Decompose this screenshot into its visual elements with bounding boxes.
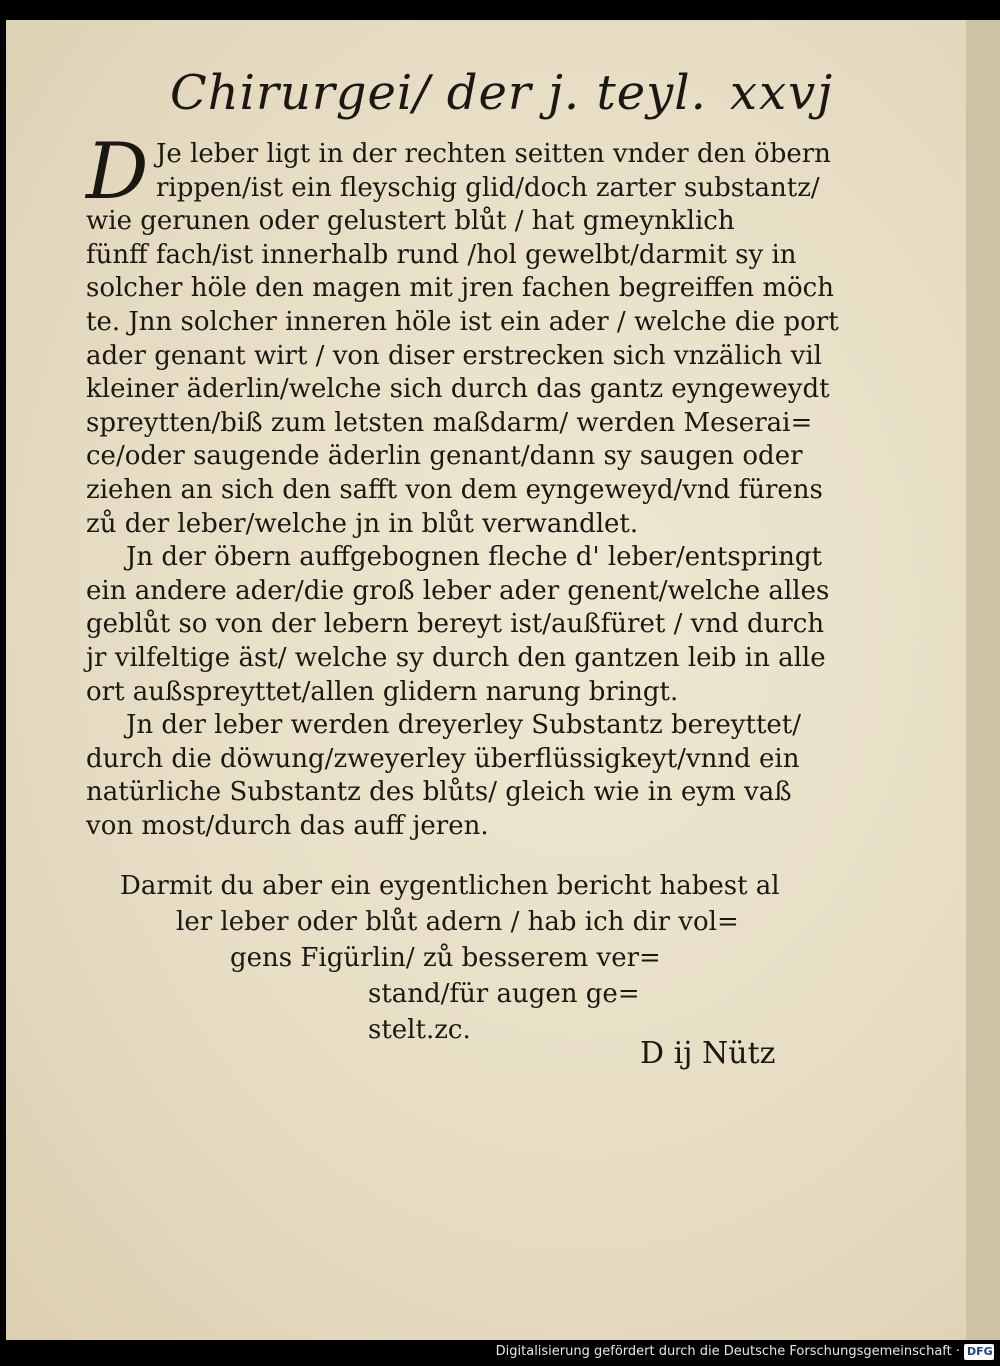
text-line: Je leber ligt in der rechten seitten vnder den öbern (156, 139, 831, 169)
text-line: ein andere ader/die groß leber ader genent/welche alles (86, 575, 830, 606)
text-line: Jn der leber werden dreyerley Substantz bereyttet/ (126, 710, 801, 741)
text-line: rippen/ist ein fleyschig glid/doch zarter substantz/ (156, 172, 820, 203)
text-line: Jn der öbern auffgebognen fleche d' leber/entspringt (126, 542, 822, 573)
drop-capital: D (86, 127, 149, 217)
note-line: Darmit du aber ein eygentlichen bericht habest al (120, 871, 780, 901)
text-line: ader genant wirt / von diser erstrecken sich vnzälich vil (86, 340, 822, 371)
note-line: stelt.zc. (368, 1015, 471, 1045)
footer-bar (0, 1340, 1000, 1366)
text-line: geblůt so von der lebern bereyt ist/außfüret / vnd durch (86, 609, 825, 640)
text-line: zů der leber/welche jn in blůt verwandlet. (86, 508, 639, 539)
figure-note (120, 868, 820, 1048)
running-title: Chirurgei/ der j. teyl. (170, 65, 707, 121)
text-line: von most/durch das auff jeren. (86, 810, 489, 841)
text-line: fünff fach/ist innerhalb rund /hol gewelbt/darmit sy in (86, 239, 797, 270)
text-line: ziehen an sich den safft von dem eyngeweyd/vnd fürens (86, 474, 823, 505)
main-text (86, 127, 839, 843)
text-line: spreytten/biß zum letsten maßdarm/ werden Meserai= (86, 407, 813, 438)
folio-number: xxvj (730, 65, 835, 121)
text-line: wie gerunen oder gelustert blůt / hat gmeynklich (86, 206, 735, 237)
signature-catchword: D ij Nütz (640, 1036, 776, 1071)
text-line: natürliche Substantz des blůts/ gleich wie in eym vaß (86, 777, 792, 808)
text-line: durch die döwung/zweyerley überflüssigkeyt/vnnd ein (86, 743, 800, 774)
text-line: ort außspreyttet/allen glidern narung bringt. (86, 676, 679, 707)
note-line: gens Figürlin/ zů besserem ver= (230, 943, 661, 973)
paragraph-3 (86, 709, 826, 843)
funding-notice: Digitalisierung gefördert durch die Deutsche Forschungsgemeinschaft · (495, 1344, 960, 1359)
paragraph-1 (86, 127, 839, 541)
note-line: stand/für augen ge= (368, 979, 640, 1009)
text-line: te. Jnn solcher inneren höle ist ein ader / welche die port (86, 306, 839, 337)
text-line: jr vilfeltige äst/ welche sy durch den gantzen leib in alle (86, 642, 826, 673)
running-header (170, 58, 860, 128)
paragraph-2 (86, 541, 830, 709)
text-line: ce/oder saugende äderlin genant/dann sy saugen oder (86, 441, 803, 472)
text-line: kleiner äderlin/welche sich durch das gantz eyngeweydt (86, 374, 830, 405)
dfg-logo-icon (964, 1344, 994, 1360)
page-edge (966, 20, 1000, 1340)
note-line: ler leber oder blůt adern / hab ich dir vol= (176, 907, 739, 937)
text-line: solcher höle den magen mit jren fachen begreiffen möch (86, 273, 834, 304)
